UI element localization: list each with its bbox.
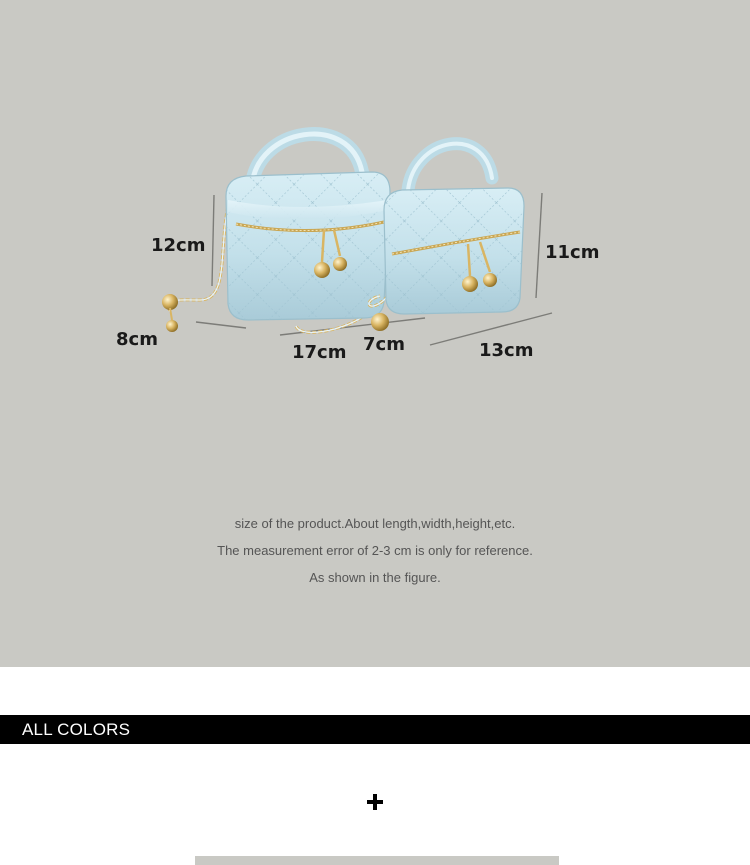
large-bag-length-label: 17cm — [292, 342, 347, 363]
large-bag-height-label: 12cm — [151, 235, 206, 256]
small-bag — [369, 144, 524, 331]
plus-icon — [366, 793, 384, 811]
all-colors-title: ALL COLORS — [22, 720, 131, 739]
large-bag — [162, 134, 390, 332]
size-note-line-3: As shown in the figure. — [309, 570, 441, 585]
size-note-line-2: The measurement error of 2-3 cm is only for reference. — [217, 543, 533, 558]
all-colors-header — [0, 715, 750, 744]
small-bag-length-label: 13cm — [479, 340, 534, 361]
size-note-line-1: size of the product.About length,width,height,etc. — [234, 516, 516, 531]
small-bag-depth-label: 7cm — [363, 334, 405, 355]
large-bag-depth-label: 8cm — [116, 329, 158, 350]
color-swatch-preview — [195, 856, 559, 865]
small-bag-height-label: 11cm — [545, 242, 600, 263]
